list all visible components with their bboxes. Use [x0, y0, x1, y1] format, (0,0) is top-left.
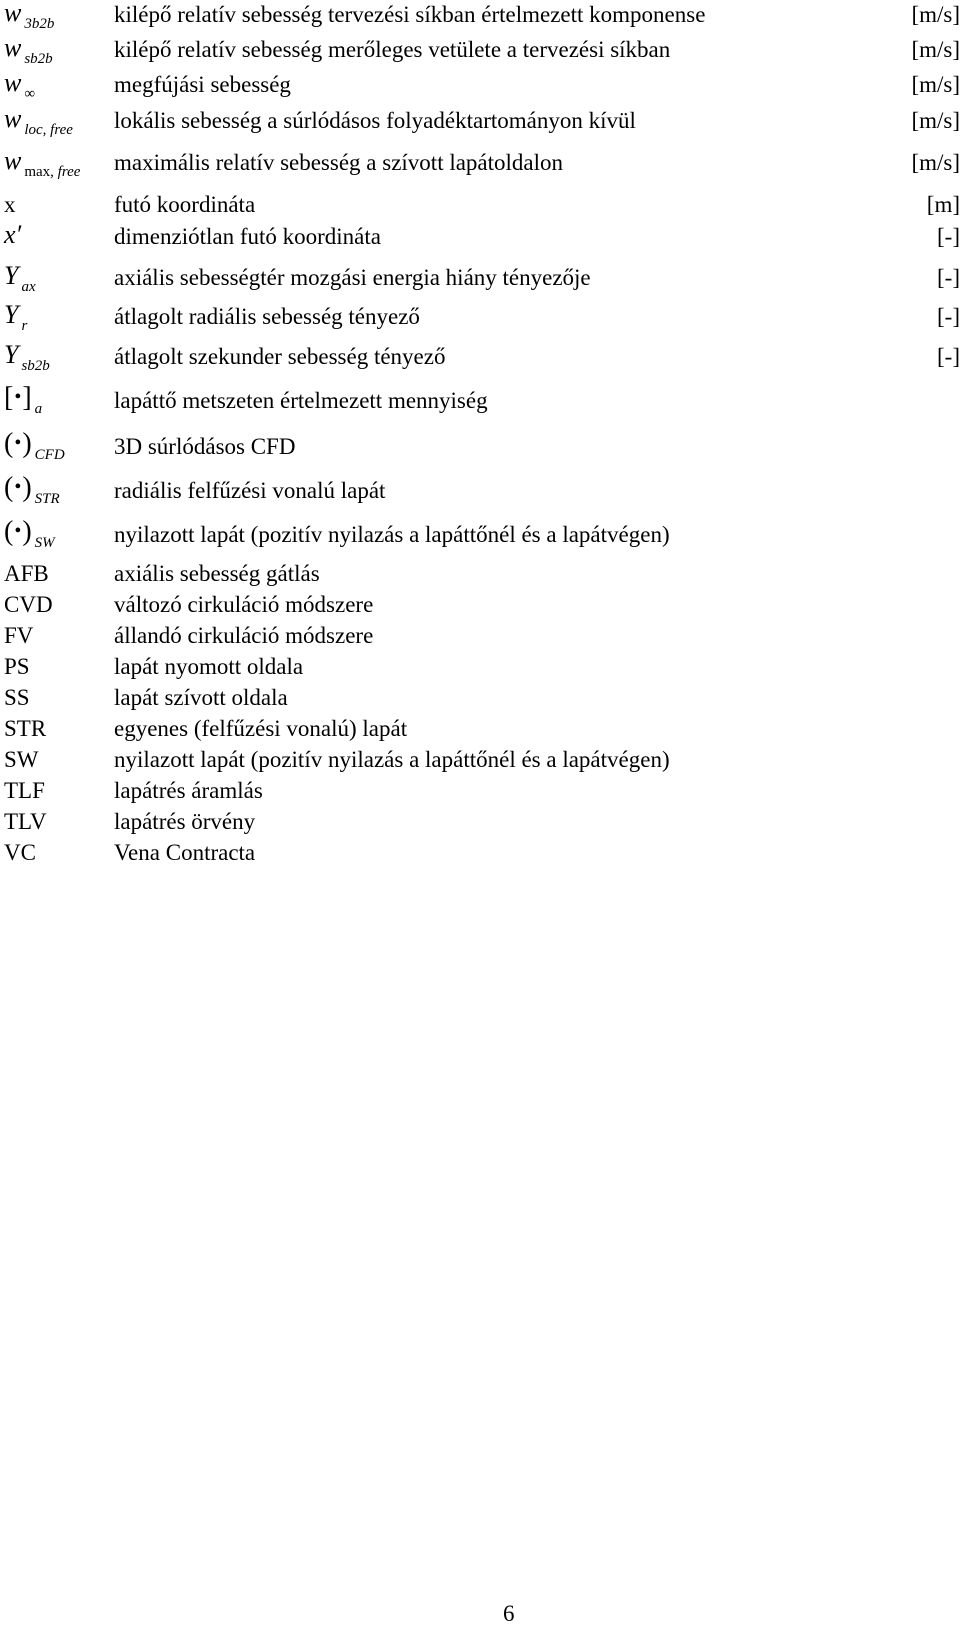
nomenclature-row	[0, 148, 960, 180]
symbol: w $_\infty$	[4, 68, 36, 102]
nomenclature-row	[0, 263, 960, 295]
unit: [-]	[937, 304, 960, 329]
nomenclature-row	[0, 70, 960, 102]
symbol: x′	[4, 220, 22, 249]
nomenclature-row	[0, 0, 960, 32]
abbreviation-row	[0, 621, 960, 653]
abbreviation: TLF	[4, 778, 45, 803]
nomenclature-row	[0, 222, 960, 254]
symbol: Y $_{sb2b}$	[4, 340, 50, 374]
description: nyilazott lapát (pozitív nyilazás a lapáttőnél és a lapátvégen)	[114, 522, 670, 547]
description: axiális sebesség gátlás	[114, 561, 320, 586]
description: kilépő relatív sebesség merőleges vetülete a tervezési síkban	[114, 37, 671, 62]
abbreviation-row	[0, 745, 960, 777]
nomenclature-row	[0, 472, 960, 508]
description: lokális sebesség a súrlódásos folyadéktartományon kívül	[114, 108, 636, 133]
description: dimenziótlan futó koordináta	[114, 224, 381, 249]
unit: [m/s]	[911, 72, 960, 97]
abbreviation: PS	[4, 654, 30, 679]
nomenclature-row	[0, 382, 960, 418]
description: állandó cirkuláció módszere	[114, 623, 374, 648]
symbol: Y $_r$	[4, 300, 28, 334]
symbol: w $_{max,}$ $_{free}$	[4, 146, 81, 180]
abbreviation-row	[0, 652, 960, 684]
unit: [-]	[937, 224, 960, 249]
nomenclature-row	[0, 190, 960, 222]
nomenclature-row	[0, 516, 960, 552]
description: futó koordináta	[114, 192, 256, 217]
symbol: (•) $_{SW}$	[4, 516, 55, 551]
description: lapát nyomott oldala	[114, 654, 304, 679]
unit: [m/s]	[911, 37, 960, 62]
description: nyilazott lapát (pozitív nyilazás a lapáttőnél és a lapátvégen)	[114, 747, 670, 772]
symbol: w $_{3b2b}$	[4, 0, 55, 32]
symbol: w $_{loc, free}$	[4, 104, 73, 138]
description: átlagolt szekunder sebesség tényező	[114, 344, 446, 369]
abbreviation: TLV	[4, 809, 47, 834]
abbreviation-row	[0, 807, 960, 839]
page-number: 6	[503, 1601, 515, 1626]
abbreviation: FV	[4, 623, 34, 648]
abbreviation-row	[0, 776, 960, 808]
abbreviation-row	[0, 559, 960, 591]
symbol: (•) $_{CFD}$	[4, 428, 65, 463]
description: lapáttő metszeten értelmezett mennyiség	[114, 388, 488, 413]
abbreviation: AFB	[4, 561, 49, 586]
symbol: w $_{sb2b}$	[4, 33, 53, 67]
abbreviation: STR	[4, 716, 47, 741]
unit: [m/s]	[911, 150, 960, 175]
abbreviation-row	[0, 683, 960, 715]
symbol: x	[4, 192, 16, 217]
nomenclature-row	[0, 302, 960, 334]
description: radiális felfűzési vonalú lapát	[114, 478, 386, 503]
symbol: [•] $_a$	[4, 382, 43, 417]
description: megfújási sebesség	[114, 72, 291, 97]
abbreviation: CVD	[4, 592, 53, 617]
description: lapátrés örvény	[114, 809, 256, 834]
description: 3D súrlódásos CFD	[114, 434, 296, 459]
abbreviation-row	[0, 590, 960, 622]
unit: [-]	[937, 344, 960, 369]
description: axiális sebességtér mozgási energia hiány tényezője	[114, 265, 591, 290]
description: lapát szívott oldala	[114, 685, 288, 710]
description: átlagolt radiális sebesség tényező	[114, 304, 420, 329]
description: maximális relatív sebesség a szívott lapátoldalon	[114, 150, 564, 175]
description: kilépő relatív sebesség tervezési síkban értelmezett komponense	[114, 2, 706, 27]
nomenclature-row	[0, 342, 960, 374]
abbreviation: SS	[4, 685, 30, 710]
unit: [-]	[937, 265, 960, 290]
symbol: (•) $_{STR}$	[4, 472, 60, 507]
unit: [m/s]	[911, 2, 960, 27]
nomenclature-row	[0, 428, 960, 464]
description: lapátrés áramlás	[114, 778, 263, 803]
symbol: Y $_{ax}$	[4, 261, 36, 295]
description: egyenes (felfűzési vonalú) lapát	[114, 716, 408, 741]
abbreviation-row	[0, 714, 960, 746]
nomenclature-row	[0, 35, 960, 67]
abbreviation: SW	[4, 747, 39, 772]
abbreviation: VC	[4, 840, 36, 865]
abbreviation-row	[0, 838, 960, 870]
description: változó cirkuláció módszere	[114, 592, 374, 617]
unit: [m/s]	[911, 108, 960, 133]
nomenclature-row	[0, 106, 960, 138]
description: Vena Contracta	[114, 840, 256, 865]
unit: [m]	[926, 192, 960, 217]
